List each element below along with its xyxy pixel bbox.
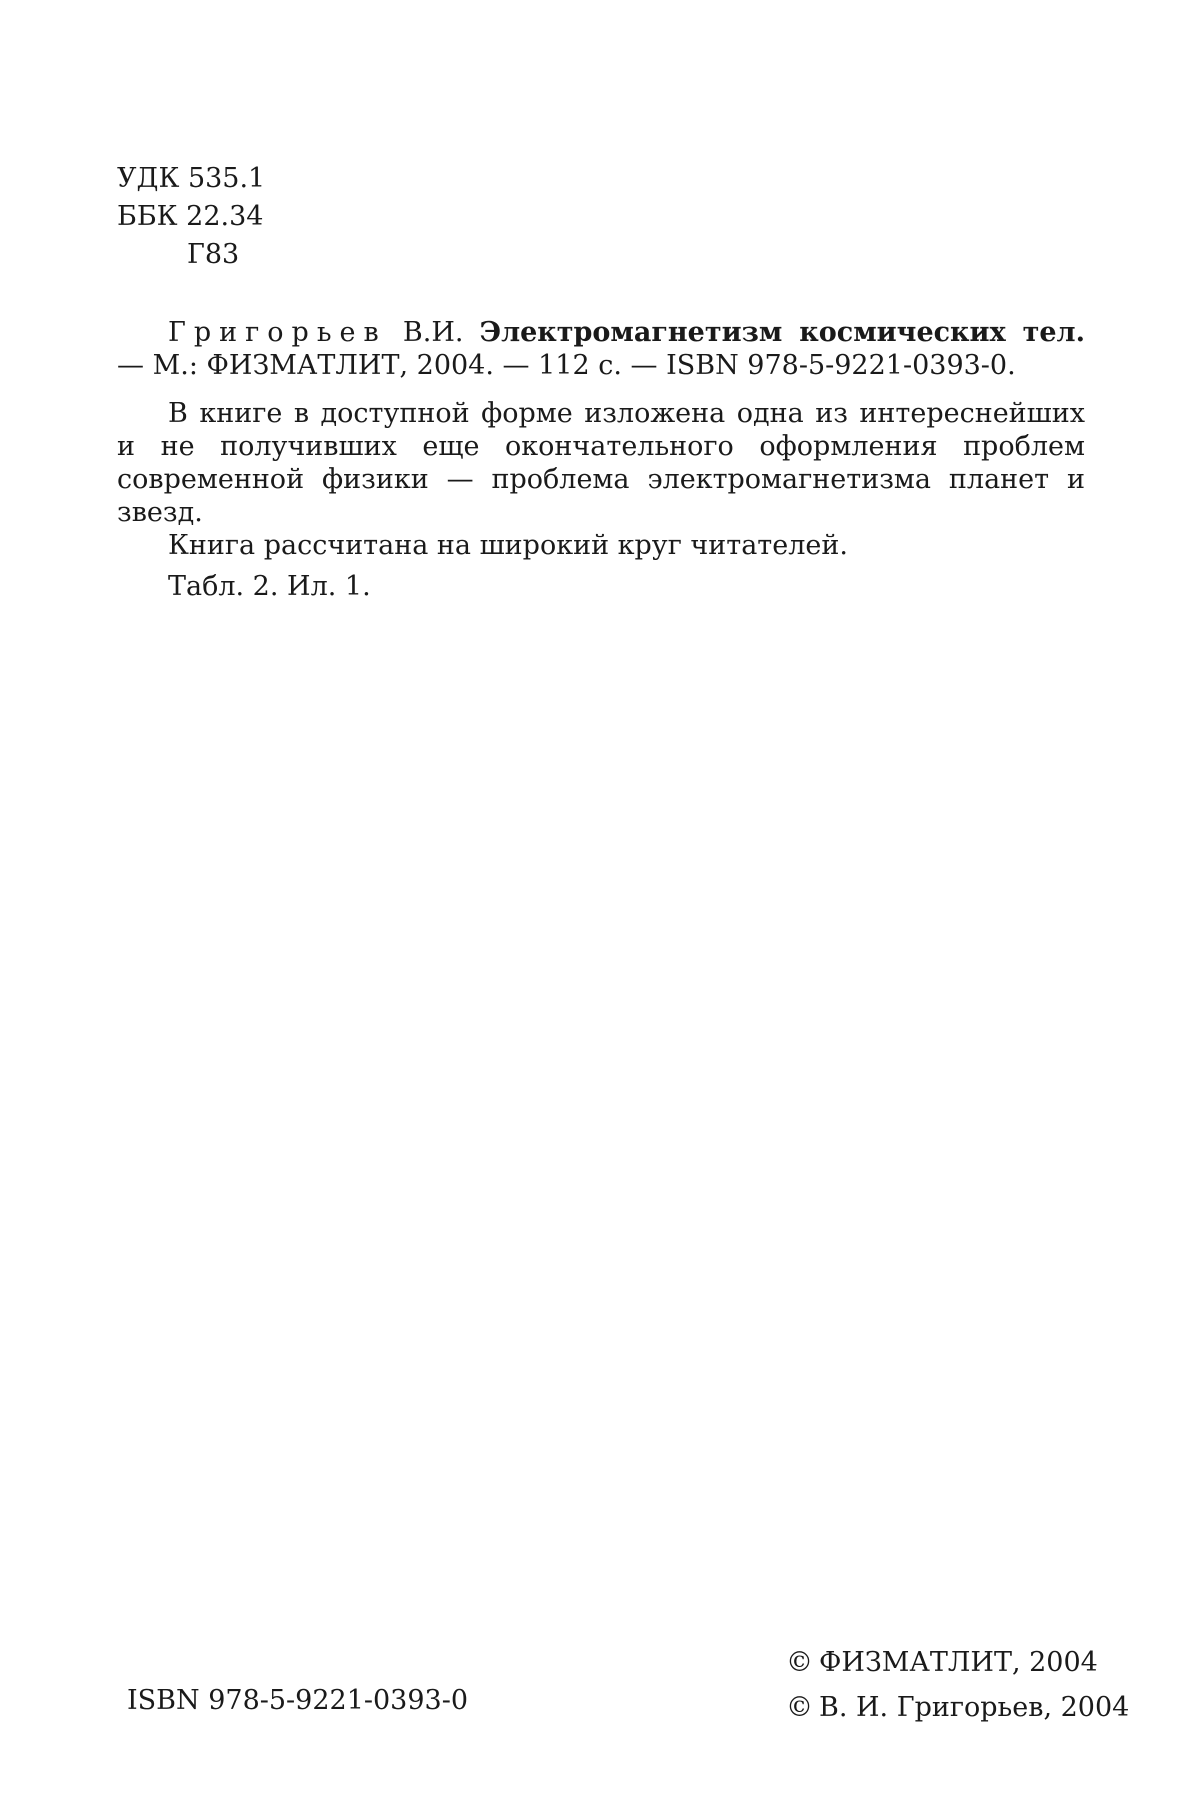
author-mark-code: Г83 <box>187 239 240 270</box>
bibliographic-block <box>117 316 1085 603</box>
author-surname: Григорьев <box>168 317 387 348</box>
bibliographic-record <box>117 316 1085 382</box>
title-dash: — <box>117 350 144 381</box>
copyright-author-line <box>786 1685 1129 1730</box>
udk-code: УДК 535.1 <box>117 163 266 194</box>
copyright-publisher: ФИЗМАТЛИТ, 2004 <box>819 1647 1098 1678</box>
bbk-code: ББК 22.34 <box>117 201 264 232</box>
classification-codes <box>117 160 265 274</box>
copyright-sign: © <box>786 1647 813 1678</box>
book-title: Электромагнетизм космических тел. <box>479 317 1085 348</box>
copyright-publisher-line <box>786 1640 1129 1685</box>
annotation-paragraph: В книге в доступной форме изложена одна из интереснейших и не получивших еще окончательного оформления проблем современной физики — проблема электромагнетизма планет и звезд. <box>117 398 1085 528</box>
author-initials: В.И. <box>402 317 464 348</box>
tables-figures-count: Табл. 2. Ил. 1. <box>168 571 371 602</box>
copyright-sign: © <box>786 1692 813 1723</box>
audience-paragraph: Книга рассчитана на широкий круг читателей. <box>168 530 848 561</box>
footer-isbn: ISBN 978-5-9221-0393-0 <box>127 1685 469 1716</box>
copyright-notices <box>786 1640 1129 1730</box>
publisher-line: М.: ФИЗМАТЛИТ, 2004. — 112 с. — ISBN 978-5-9221-0393-0. <box>152 350 1016 381</box>
copyright-author: В. И. Григорьев, 2004 <box>819 1692 1130 1723</box>
